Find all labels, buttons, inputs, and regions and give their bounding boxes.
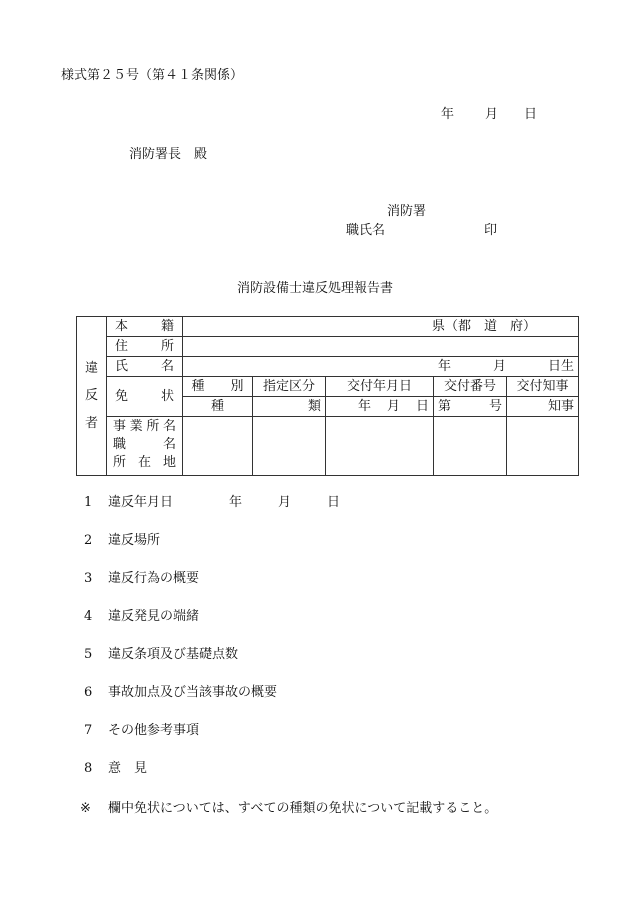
domicile-row bbox=[77, 317, 579, 337]
name-row bbox=[77, 357, 579, 377]
seal-mark: 印 bbox=[484, 223, 498, 238]
license-number-header: 交付番号 bbox=[434, 377, 507, 397]
number-prefix: 第 bbox=[438, 399, 452, 414]
item-label: 違反発見の端緒 bbox=[108, 609, 200, 624]
violation-date-placeholders bbox=[229, 496, 340, 509]
workplace-class-cell[interactable] bbox=[183, 417, 253, 476]
item-label: 違反条項及び基礎点数 bbox=[108, 647, 239, 662]
list-item bbox=[84, 762, 340, 800]
item-number: 6 bbox=[84, 685, 93, 700]
item-number: 4 bbox=[84, 609, 93, 624]
address-row bbox=[77, 337, 579, 357]
item-label: 意 見 bbox=[108, 761, 148, 776]
date-day-label: 日 bbox=[524, 107, 538, 122]
license-number-field[interactable] bbox=[434, 397, 507, 417]
workplace-location-label: 所在地 bbox=[113, 455, 176, 470]
item-number: 3 bbox=[84, 571, 93, 586]
license-issue-date-field[interactable] bbox=[326, 397, 434, 417]
item-number: 8 bbox=[84, 761, 93, 776]
list-item bbox=[84, 534, 340, 572]
license-class-field[interactable] bbox=[183, 397, 253, 417]
list-item bbox=[84, 724, 340, 762]
violator-side-label bbox=[77, 317, 107, 476]
item-date-month: 月 bbox=[278, 495, 292, 510]
footnote bbox=[80, 802, 497, 815]
item-date-day: 日 bbox=[327, 495, 341, 510]
license-header-row bbox=[77, 377, 579, 397]
license-governor-header: 交付知事 bbox=[507, 377, 579, 397]
workplace-governor-cell[interactable] bbox=[507, 417, 579, 476]
class-suffix: 種 bbox=[210, 399, 224, 414]
item-number: 1 bbox=[84, 495, 93, 510]
officer-title-name-label: 職氏名 bbox=[346, 223, 386, 238]
issue-month: 月 bbox=[386, 399, 400, 414]
prefecture-suffix: 県（都 道 府） bbox=[431, 319, 536, 334]
governor-suffix: 知事 bbox=[547, 399, 574, 414]
number-suffix: 号 bbox=[488, 399, 502, 414]
side-char: 反 bbox=[84, 388, 98, 404]
list-item bbox=[84, 572, 340, 610]
item-number: 7 bbox=[84, 723, 93, 738]
address-field[interactable] bbox=[183, 337, 579, 357]
issue-day: 日 bbox=[415, 399, 429, 414]
item-label: 事故加点及び当該事故の概要 bbox=[108, 685, 278, 700]
license-label: 免状 bbox=[107, 377, 183, 417]
item-label: 違反年月日 bbox=[108, 495, 174, 510]
workplace-issue-date-cell[interactable] bbox=[326, 417, 434, 476]
list-item bbox=[84, 686, 340, 724]
violator-table bbox=[76, 316, 579, 476]
license-category-field[interactable] bbox=[253, 397, 326, 417]
birth-day-suffix: 日生 bbox=[547, 359, 574, 374]
license-class-header: 種 別 bbox=[183, 377, 253, 397]
issue-year: 年 bbox=[357, 399, 371, 414]
item-label: 違反行為の概要 bbox=[108, 571, 200, 586]
license-category-header: 指定区分 bbox=[253, 377, 326, 397]
item-date-year: 年 bbox=[229, 495, 243, 510]
birth-year: 年 bbox=[437, 359, 451, 374]
name-label: 氏名 bbox=[107, 357, 183, 377]
name-birthdate-field[interactable] bbox=[183, 357, 579, 377]
license-governor-field[interactable] bbox=[507, 397, 579, 417]
workplace-category-cell[interactable] bbox=[253, 417, 326, 476]
domicile-field[interactable] bbox=[183, 317, 579, 337]
item-number: 2 bbox=[84, 533, 93, 548]
item-label: 違反場所 bbox=[108, 533, 161, 548]
domicile-label: 本籍 bbox=[107, 317, 183, 337]
workplace-name-label: 事業所名 bbox=[113, 419, 176, 434]
list-item bbox=[84, 648, 340, 686]
document-title: 消防設備士違反処理報告書 bbox=[236, 281, 393, 296]
license-issue-date-header: 交付年月日 bbox=[326, 377, 434, 397]
list-item bbox=[84, 610, 340, 648]
side-char: 違 bbox=[84, 361, 98, 377]
job-title-label: 職名 bbox=[113, 437, 176, 452]
item-label: その他参考事項 bbox=[108, 723, 200, 738]
date-year-label: 年 bbox=[441, 107, 455, 122]
reference-mark-icon: ※ bbox=[80, 801, 91, 816]
kind-suffix: 類 bbox=[307, 399, 321, 414]
workplace-row bbox=[77, 417, 579, 476]
address-label: 住所 bbox=[107, 337, 183, 357]
fire-station-name: 消防署 bbox=[387, 204, 427, 219]
workplace-number-cell[interactable] bbox=[434, 417, 507, 476]
list-item bbox=[84, 496, 340, 534]
item-number: 5 bbox=[84, 647, 93, 662]
side-char: 者 bbox=[84, 415, 98, 431]
date-month-label: 月 bbox=[485, 107, 499, 122]
workplace-labels bbox=[107, 417, 183, 476]
form-number: 様式第２５号（第４１条関係） bbox=[61, 68, 244, 83]
footnote-text: 欄中免状については、すべての種類の免状について記載すること。 bbox=[108, 801, 498, 816]
report-items-list bbox=[84, 496, 340, 800]
birth-month: 月 bbox=[492, 359, 506, 374]
addressee: 消防署長 殿 bbox=[129, 147, 208, 162]
